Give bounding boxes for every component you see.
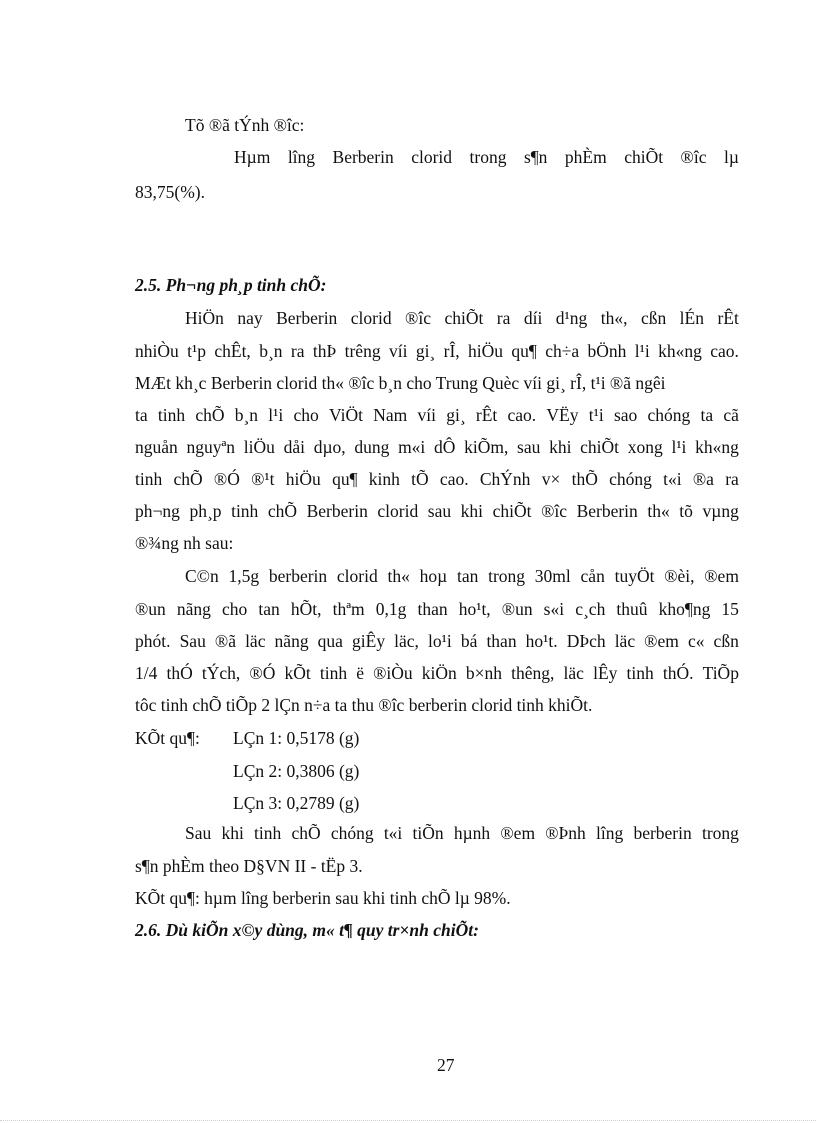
word: chóng bbox=[609, 469, 652, 489]
word: ®îc bbox=[405, 308, 431, 328]
word: ®iÒu bbox=[373, 663, 413, 683]
word: tiÕn bbox=[412, 823, 444, 843]
word: berberin bbox=[268, 566, 328, 586]
word: läc bbox=[245, 631, 266, 651]
word: ho¹t. bbox=[525, 631, 558, 651]
word: thÕ bbox=[571, 469, 598, 489]
word: gi¸ bbox=[446, 405, 466, 425]
justified-line bbox=[135, 404, 739, 426]
word: thªm bbox=[332, 599, 365, 619]
word: thuû bbox=[616, 599, 648, 619]
word: ®èi, bbox=[664, 566, 695, 586]
word: cã bbox=[723, 405, 739, 425]
word: chÕ bbox=[195, 405, 225, 425]
word: c¸ch bbox=[575, 599, 606, 619]
word: ta bbox=[135, 405, 148, 425]
section-heading-2-5: 2.5. Ph¬ng ph¸p tinh chÕ: bbox=[135, 275, 327, 295]
word: Sau bbox=[179, 631, 206, 651]
word: xong bbox=[627, 437, 663, 457]
word: t«i bbox=[383, 823, 403, 843]
word: hµnh bbox=[453, 823, 491, 843]
word: chiÕt bbox=[444, 308, 484, 328]
word: ®Ó bbox=[213, 469, 240, 489]
word: hiÖu bbox=[285, 469, 321, 489]
text-line: ®¾ng nh sau: bbox=[135, 533, 234, 553]
word: ChÝnh bbox=[479, 469, 531, 489]
word: ph¬ng bbox=[135, 501, 180, 521]
word: cho bbox=[222, 599, 248, 619]
word: ®un bbox=[135, 599, 166, 619]
word: qu¶ bbox=[511, 341, 537, 361]
word: l¹i bbox=[268, 405, 284, 425]
word: ho¹t, bbox=[458, 599, 491, 619]
word: nguån bbox=[135, 437, 178, 457]
word: kiÖn bbox=[421, 663, 457, 683]
word: th« bbox=[387, 566, 410, 586]
word: giÊy bbox=[352, 631, 386, 651]
word: rÎ, bbox=[443, 341, 460, 361]
word: tÕ bbox=[411, 469, 429, 489]
word: ®Ó bbox=[249, 663, 276, 683]
word: gi¸ bbox=[415, 341, 436, 361]
word: ra bbox=[725, 469, 739, 489]
word: m«i bbox=[398, 437, 426, 457]
word: lîng bbox=[596, 823, 624, 843]
word: DÞch bbox=[566, 631, 606, 651]
word: cho bbox=[293, 405, 319, 425]
text-line: 83,75(%). bbox=[135, 182, 205, 202]
justified-line bbox=[234, 146, 739, 168]
word: dung bbox=[354, 437, 390, 457]
results-row bbox=[135, 727, 359, 749]
word: 1/4 bbox=[135, 663, 158, 683]
word: tan bbox=[258, 599, 280, 619]
word: tinh bbox=[254, 823, 282, 843]
word: Sau bbox=[185, 823, 212, 843]
word: thêng, bbox=[511, 663, 555, 683]
word: khi bbox=[460, 501, 484, 521]
word: tinh bbox=[135, 469, 163, 489]
word: d¹ng bbox=[555, 308, 588, 328]
word: víi bbox=[417, 405, 436, 425]
result-run-3: LÇn 3: 0,2789 (g) bbox=[233, 793, 360, 813]
word: ®ã bbox=[214, 631, 236, 651]
word: ch÷a bbox=[545, 341, 580, 361]
word: khi bbox=[221, 823, 244, 843]
word: tinh bbox=[231, 501, 259, 521]
word: qua bbox=[317, 631, 343, 651]
word: tõ bbox=[679, 501, 693, 521]
word: díi bbox=[523, 308, 543, 328]
word: kiÕm, bbox=[464, 437, 509, 457]
page-number: 27 bbox=[437, 1055, 455, 1075]
word: nguyªn bbox=[186, 437, 236, 457]
word: ®îc bbox=[680, 147, 707, 167]
justified-line bbox=[135, 500, 739, 522]
word: läc bbox=[614, 631, 636, 651]
word: clorid bbox=[336, 566, 378, 586]
word: b¸n bbox=[259, 341, 283, 361]
word: sau bbox=[517, 437, 541, 457]
word: c« bbox=[687, 631, 705, 651]
word: thÓ bbox=[166, 663, 193, 683]
word: chiÕt bbox=[624, 147, 664, 167]
word: rÊt bbox=[475, 405, 498, 425]
word: th«, bbox=[600, 308, 628, 328]
word: nhiÒu bbox=[135, 341, 179, 361]
word: 0,1g bbox=[375, 599, 407, 619]
word: lo¹i bbox=[428, 631, 452, 651]
word: cßn bbox=[640, 308, 667, 328]
justified-line bbox=[135, 436, 739, 458]
word: t¹i bbox=[588, 405, 604, 425]
word: ®em bbox=[704, 566, 739, 586]
word: than bbox=[486, 631, 517, 651]
word: nãng bbox=[176, 599, 211, 619]
word: tan bbox=[456, 566, 479, 586]
word: sao bbox=[613, 405, 638, 425]
word: cån bbox=[580, 566, 605, 586]
results-label: KÕt qu¶: bbox=[135, 728, 200, 748]
word: t«i bbox=[663, 469, 682, 489]
text-line: Tõ ®ã tÝnh ®îc: bbox=[185, 115, 305, 135]
page-bottom-rule bbox=[0, 1120, 816, 1121]
text-line: s¶n phÈm theo D§VN II - tËp 3. bbox=[135, 856, 363, 876]
word: lÊy bbox=[593, 663, 618, 683]
word: s¶n bbox=[523, 147, 548, 167]
justified-line bbox=[185, 307, 739, 329]
word: bÖnh bbox=[587, 341, 627, 361]
word: chóng bbox=[330, 823, 374, 843]
word: clorid bbox=[411, 147, 453, 167]
word: kinh bbox=[368, 469, 400, 489]
word: t¹p bbox=[187, 341, 206, 361]
word: Berberin bbox=[332, 147, 394, 167]
word: VËy bbox=[546, 405, 579, 425]
word: ra bbox=[290, 341, 305, 361]
word: ®¹t bbox=[251, 469, 275, 489]
word: ë bbox=[356, 663, 364, 683]
word: dåi bbox=[283, 437, 305, 457]
word: C©n bbox=[185, 566, 219, 586]
word: ®a bbox=[692, 469, 714, 489]
word: ®em bbox=[644, 631, 679, 651]
word: 30ml bbox=[534, 566, 571, 586]
word: kho¶ng bbox=[658, 599, 711, 619]
justified-line bbox=[185, 565, 739, 587]
text-line: tôc tinh chÕ tiÕp 2 lÇn n÷a ta thu ®îc berberin clorid tinh khiÕt. bbox=[135, 695, 593, 715]
section-heading-2-6: 2.6. Dù kiÕn x©y dùng, m« t¶ quy tr×nh chiÕt: bbox=[135, 920, 479, 940]
word: cao. bbox=[710, 341, 739, 361]
word: lµ bbox=[723, 147, 739, 167]
word: tuyÖt bbox=[614, 566, 655, 586]
word: chiÕt bbox=[580, 437, 620, 457]
word: lîng bbox=[287, 147, 316, 167]
word: tÝch, bbox=[201, 663, 241, 683]
word: kh«ng bbox=[658, 341, 702, 361]
word: than bbox=[417, 599, 448, 619]
word: hÕt, bbox=[290, 599, 322, 619]
word: ViÖt bbox=[329, 405, 363, 425]
word: tinh bbox=[319, 663, 348, 683]
word: víi bbox=[388, 341, 408, 361]
word: läc, bbox=[394, 631, 419, 651]
word: dÔ bbox=[434, 437, 456, 457]
word: chÕ bbox=[173, 469, 203, 489]
word: trong bbox=[469, 147, 507, 167]
word: ph¸p bbox=[189, 501, 222, 521]
word: ra bbox=[496, 308, 511, 328]
word: sau bbox=[427, 501, 452, 521]
word: phót. bbox=[135, 631, 171, 651]
justified-line bbox=[135, 340, 739, 362]
word: chÕ bbox=[291, 823, 321, 843]
word: chÊt, bbox=[214, 341, 251, 361]
word: thÞ bbox=[312, 341, 337, 361]
word: cßn bbox=[713, 631, 739, 651]
word: Berberin bbox=[306, 501, 368, 521]
word: trêng bbox=[344, 341, 381, 361]
word: s«i bbox=[543, 599, 565, 619]
word: vµng bbox=[702, 501, 739, 521]
text-line: MÆt kh¸c Berberin clorid th« ®îc b¸n cho Trung Quèc víi gi¸ rÎ, t¹i ®ã ngêi bbox=[135, 373, 666, 393]
justified-line bbox=[185, 822, 739, 844]
word: kÕt bbox=[284, 663, 311, 683]
word: phÈm bbox=[564, 147, 607, 167]
word: Berberin bbox=[576, 501, 638, 521]
word: nay bbox=[237, 308, 263, 328]
word: nãng bbox=[274, 631, 309, 651]
word: tinh bbox=[626, 663, 654, 683]
word: b¸n bbox=[234, 405, 259, 425]
word: b×nh bbox=[465, 663, 503, 683]
word: trong bbox=[701, 823, 739, 843]
word: ta bbox=[700, 405, 714, 425]
word: läc bbox=[563, 663, 584, 683]
word: 1,5g bbox=[228, 566, 260, 586]
word: th« bbox=[647, 501, 670, 521]
word: liÖu bbox=[243, 437, 275, 457]
word: hiÖu bbox=[468, 341, 504, 361]
word: Hµm bbox=[234, 147, 271, 167]
word: hoµ bbox=[419, 566, 448, 586]
word: berberin bbox=[633, 823, 692, 843]
word: l¹i bbox=[634, 341, 650, 361]
justified-line bbox=[135, 468, 739, 490]
word: bá bbox=[460, 631, 478, 651]
word: v× bbox=[541, 469, 561, 489]
word: ®Þnh bbox=[545, 823, 586, 843]
word: cao. bbox=[507, 405, 537, 425]
word: ®em bbox=[500, 823, 536, 843]
justified-line bbox=[135, 630, 739, 652]
word: chóng bbox=[647, 405, 691, 425]
word: trong bbox=[488, 566, 526, 586]
word: khi bbox=[549, 437, 572, 457]
word: TiÕp bbox=[702, 663, 739, 683]
word: rÊt bbox=[717, 308, 739, 328]
justified-line bbox=[135, 662, 739, 684]
result-run-1: LÇn 1: 0,5178 (g) bbox=[233, 728, 360, 748]
result-run-2: LÇn 2: 0,3806 (g) bbox=[233, 761, 360, 781]
word: cao. bbox=[439, 469, 469, 489]
word: dµo, bbox=[313, 437, 346, 457]
word: chÕ bbox=[267, 501, 298, 521]
justified-line bbox=[135, 598, 739, 620]
word: lÉn bbox=[679, 308, 704, 328]
word: l¹i bbox=[671, 437, 687, 457]
word: Nam bbox=[373, 405, 408, 425]
word: tinh bbox=[157, 405, 186, 425]
word: HiÖn bbox=[185, 308, 224, 328]
word: ®un bbox=[501, 599, 533, 619]
word: qu¶ bbox=[332, 469, 358, 489]
word: 15 bbox=[721, 599, 739, 619]
word: ®îc bbox=[541, 501, 567, 521]
text-line: KÕt qu¶: hµm lîng berberin sau khi tinh chÕ lµ 98%. bbox=[135, 888, 511, 908]
word: chiÕt bbox=[492, 501, 532, 521]
word: thÓ. bbox=[662, 663, 694, 683]
word: clorid bbox=[377, 501, 419, 521]
word: clorid bbox=[350, 308, 392, 328]
word: Berberin bbox=[276, 308, 338, 328]
word: kh«ng bbox=[695, 437, 739, 457]
